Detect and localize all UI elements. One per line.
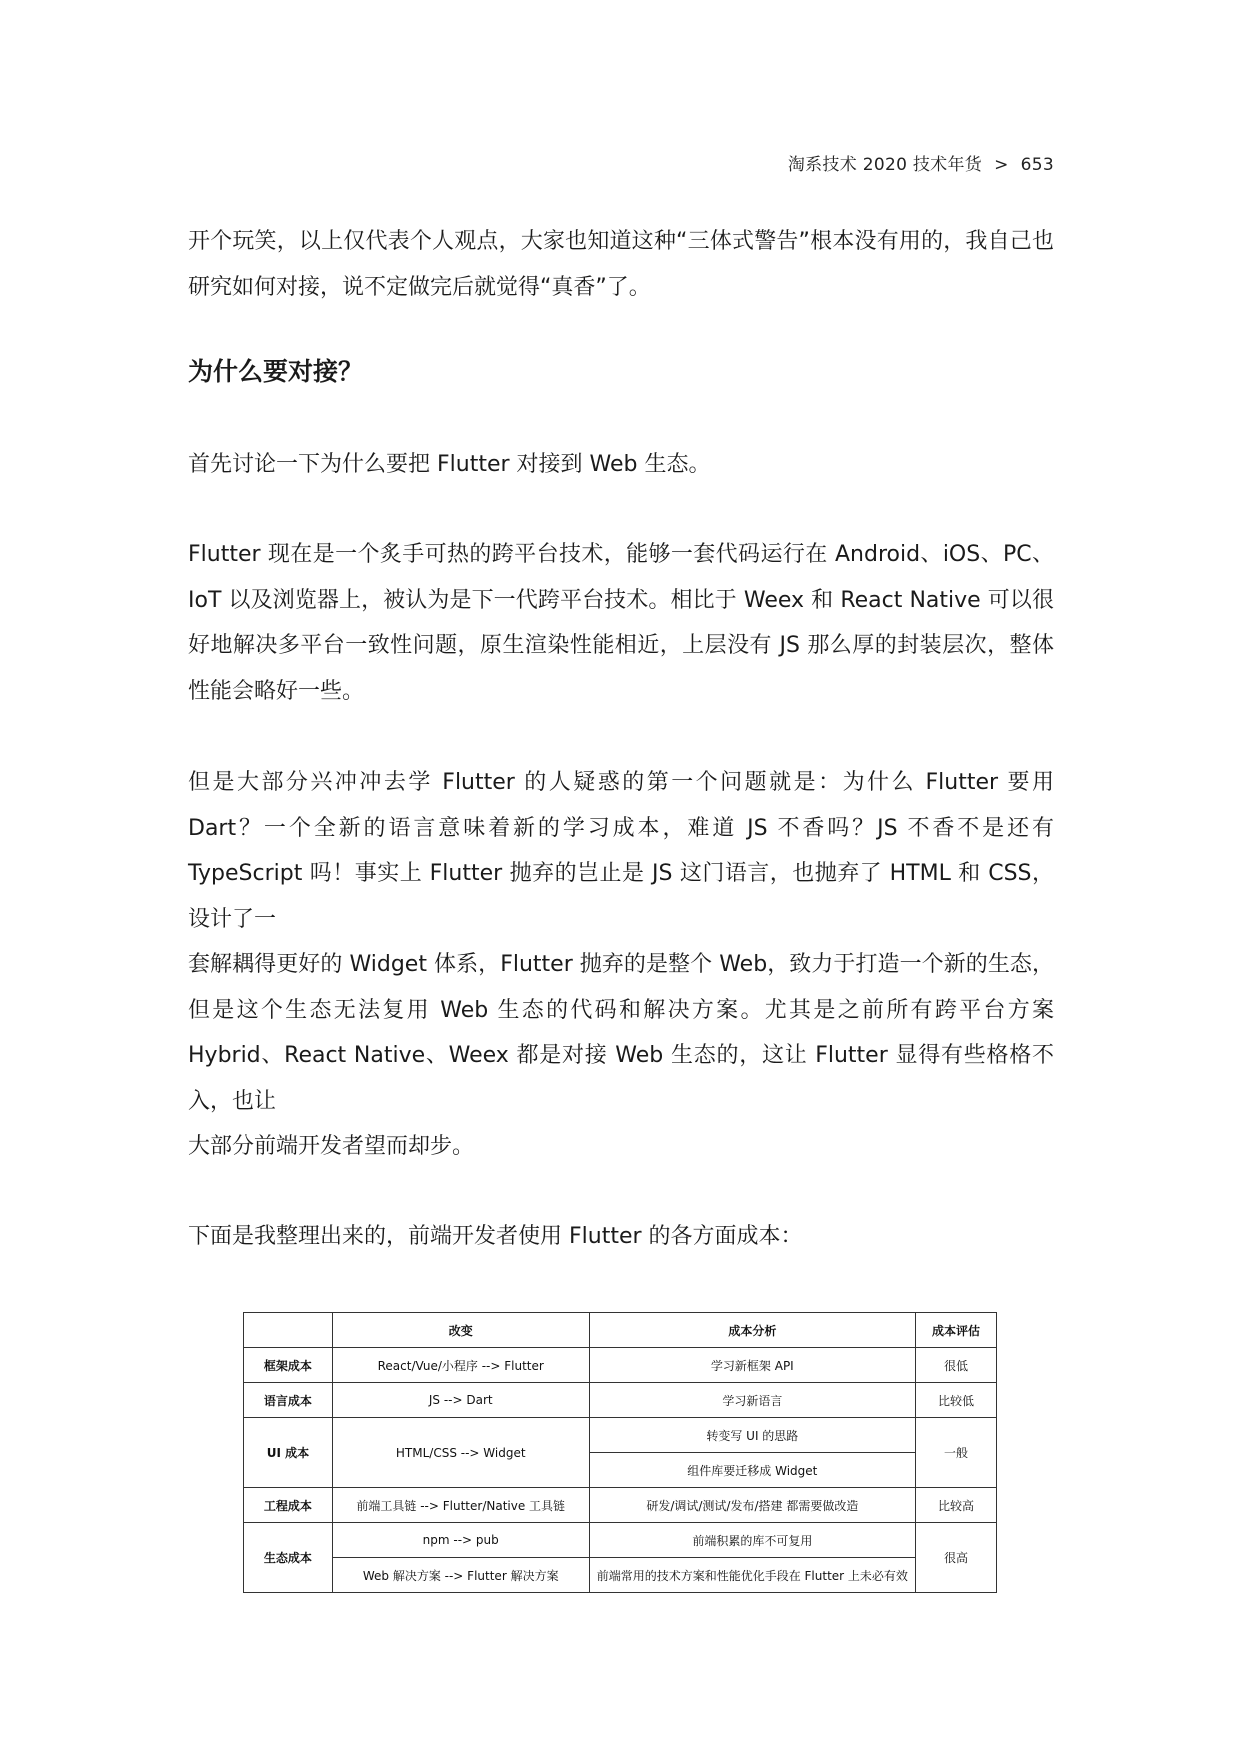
table-header-cell: 改变 [332,1313,589,1348]
table-cell: JS --> Dart [332,1383,589,1418]
section-heading: 为什么要对接？ [188,357,364,386]
table-cell: 前端工具链 --> Flutter/Native 工具链 [332,1488,589,1523]
table-header-cell: 成本评估 [916,1313,997,1348]
table-row [244,1488,997,1523]
table-row [244,1558,997,1593]
table-cell: 比较低 [916,1383,997,1418]
table-cell: 一般 [916,1418,997,1488]
table-cell: 学习新语言 [589,1383,916,1418]
table-cell: 学习新框架 API [589,1348,916,1383]
row-label: 工程成本 [244,1488,333,1523]
page-number: 653 [1020,155,1054,175]
table-cell: HTML/CSS --> Widget [332,1418,589,1488]
table-cell: Web 解决方案 --> Flutter 解决方案 [332,1558,589,1593]
table-cell: 组件库要迁移成 Widget [589,1453,916,1488]
table-header-row [244,1313,997,1348]
running-header [788,150,1054,175]
table-cell: 研发/调试/测试/发布/搭建 都需要做改造 [589,1488,916,1523]
table-cell: 比较高 [916,1488,997,1523]
cost-table [243,1312,997,1593]
header-separator: > [994,155,1009,175]
table-row [244,1348,997,1383]
table-row [244,1418,997,1453]
book-title: 淘系技术 2020 技术年货 [787,155,983,175]
table-header-cell [244,1313,333,1348]
table-row [244,1523,997,1558]
table-row [244,1383,997,1418]
paragraph-why-dart: 但是大部分兴冲冲去学 Flutter 的人疑惑的第一个问题就是：为什么 Flutter 要用 Dart？一个全新的语言意味着新的学习成本，难道 JS 不香吗？JS 不香不是还有 TypeScript 吗！事实上 Flutter 抛弃的岂止是 JS 这门语言，也抛弃了 HTML 和 CSS，设计了一 [188,770,1054,932]
row-label: 生态成本 [244,1523,333,1593]
table-cell: npm --> pub [332,1523,589,1558]
row-label: 框架成本 [244,1348,333,1383]
paragraph-intro: 首先讨论一下为什么要把 Flutter 对接到 Web 生态。 [188,452,711,477]
paragraph-frontend-hesitate: 大部分前端开发者望而却步。 [188,1134,475,1159]
paragraph-joke: 开个玩笑，以上仅代表个人观点，大家也知道这种“三体式警告”根本没有用的，我自己也研究如何对接，说不定做完后就觉得“真香”了。 [188,229,1054,300]
paragraph-widget-system: 套解耦得更好的 Widget 体系，Flutter 抛弃的是整个 Web，致力于打造一个新的生态，但是这个生态无法复用 Web 生态的代码和解决方案。尤其是之前所有跨平台方案 Hybrid、React Native、Weex 都是对接 Web 生态的，这让 Flutter 显得有些格格不入，也让 [188,952,1054,1114]
paragraph-table-intro: 下面是我整理出来的，前端开发者使用 Flutter 的各方面成本： [188,1224,803,1249]
table-cell: 前端常用的技术方案和性能优化手段在 Flutter 上未必有效 [589,1558,916,1593]
table-cell: React/Vue/小程序 --> Flutter [332,1348,589,1383]
row-label: 语言成本 [244,1383,333,1418]
table-header-cell: 成本分析 [589,1313,916,1348]
cost-table-wrapper [243,1312,997,1593]
table-cell: 前端积累的库不可复用 [589,1523,916,1558]
row-label: UI 成本 [244,1418,333,1488]
paragraph-flutter-overview: Flutter 现在是一个炙手可热的跨平台技术，能够一套代码运行在 Android、iOS、PC、IoT 以及浏览器上，被认为是下一代跨平台技术。相比于 Weex 和 React Native 可以很好地解决多平台一致性问题，原生渲染性能相近，上层没有 JS 那么厚的封装层次，整体性能会略好一些。 [188,542,1054,704]
table-cell: 很低 [916,1348,997,1383]
table-cell: 很高 [916,1523,997,1593]
table-cell: 转变写 UI 的思路 [589,1418,916,1453]
